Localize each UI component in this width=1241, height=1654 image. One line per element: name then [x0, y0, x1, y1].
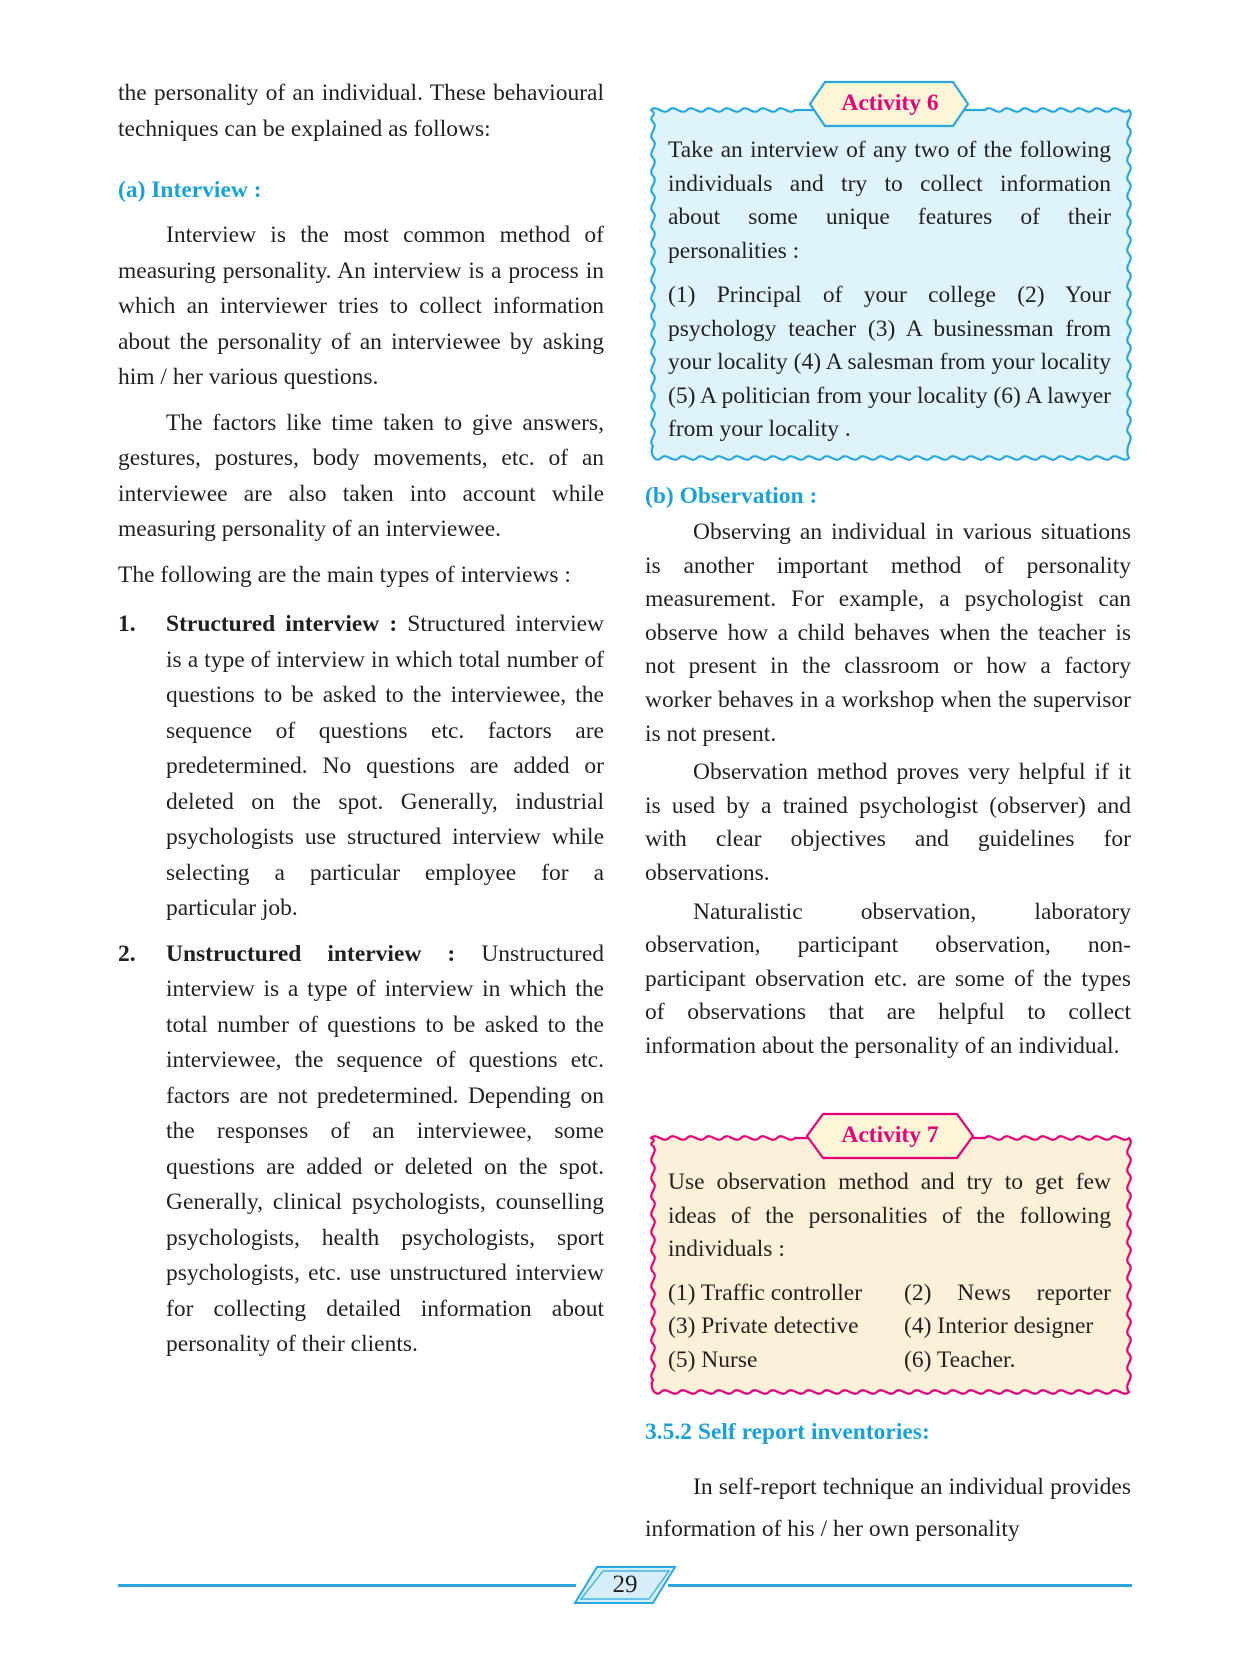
structured-interview-item: [118, 607, 604, 927]
item-term: Unstructured interview :: [166, 940, 456, 967]
interview-types-intro: The following are the main types of interviews :: [118, 561, 571, 588]
activity-6-box: [645, 82, 1135, 470]
unstructured-interview-item: [118, 937, 604, 1363]
interview-paragraph-1: Interview is the most common method of measuring personality. An interview is a process in which an interviewer tries to collect information about the personality of an interviewee by asking him / her various questions.: [118, 222, 604, 390]
activity-7-list: [668, 1277, 1111, 1378]
intro-paragraph: the personality of an individual. These behavioural techniques can be explained as follows:: [118, 80, 604, 142]
self-report-heading: 3.5.2 Self report inventories:: [645, 1419, 930, 1445]
page-number: 29: [612, 1571, 638, 1598]
activity-7-item: (5) Nurse: [668, 1346, 758, 1373]
activity-7-box: [645, 1114, 1135, 1402]
item-number: 1.: [118, 611, 136, 637]
footer-rule-left: [118, 1584, 576, 1587]
activity-7-title: Activity 7: [841, 1122, 939, 1148]
activity-7-item: (3) Private detective: [668, 1313, 859, 1339]
interview-heading: (a) Interview :: [118, 177, 262, 203]
item-term: Structured interview :: [166, 611, 398, 637]
activity-7-content: [668, 1166, 1111, 1377]
activity-7-item: (4) Interior designer: [904, 1313, 1094, 1339]
item-number: 2.: [118, 940, 136, 967]
item-text: Unstructured interview is a type of interview in which the total number of questions to be asked to the interviewee, the sequence of questions etc. factors are not predetermined. Depending on the responses of an interviewee, some questions are added or deleted on the spot. Generally, clinical psychologists, counselling psychologists, health psychologists, sport psychologists, etc. use unstructured interview for collecting detailed information about personality of their clients.: [166, 940, 604, 1357]
activity-6-title: Activity 6: [841, 90, 939, 116]
self-report-paragraph: In self-report technique an individual provides information of his / her own personality: [645, 1474, 1131, 1542]
interview-paragraph-2: The factors like time taken to give answers, gestures, postures, body movements, etc. of an interviewee are also taken into account while measuring personality of an interviewee.: [118, 409, 604, 542]
left-column: [118, 76, 604, 1363]
activity-7-item: (6) Teacher.: [904, 1346, 1016, 1373]
activity-7-instruction: Use observation method and try to get few ideas of the personalities of the following individuals :: [668, 1169, 1111, 1262]
right-column: [645, 479, 1131, 1064]
activity-6-list: (1) Principal of your college (2) Your psychology teacher (3) A businessman from your locality (4) A salesman from your locality (5) A politician from your locality (6) A lawyer from your locality .: [668, 282, 1111, 442]
activity-6-content: [668, 134, 1111, 447]
footer-rule-right: [668, 1584, 1132, 1587]
item-text: Structured interview is a type of interview in which total number of questions to be asked to the interviewee, the sequence of questions etc. factors are predetermined. No questions are added or deleted on the spot. Generally, industrial psychologists use structured interview while selecting a particular employee for a particular job.: [166, 611, 604, 921]
activity-6-instruction: Take an interview of any two of the following individuals and try to collect information about some unique features of their personalities :: [668, 137, 1111, 264]
observation-paragraph-1: Observing an individual in various situations is another important method of personality measurement. For example, a psychologist can observe how a child behaves when the teacher is not present in the classroom or how a factory worker behaves in a workshop when the supervisor is not present.: [645, 519, 1131, 747]
activity-7-item: (2) News reporter: [904, 1279, 1111, 1306]
observation-paragraph-3: Naturalistic observation, laboratory observation, participant observation, non-participant observation etc. are some of the types of observations that are helpful to collect information about the personality of an individual.: [645, 898, 1131, 1059]
observation-heading: (b) Observation :: [645, 483, 818, 509]
self-report-section: [645, 1415, 1131, 1550]
activity-7-item: (1) Traffic controller: [668, 1279, 863, 1306]
observation-paragraph-2: Observation method proves very helpful if it is used by a trained psychologist (observer) and with clear objectives and guidelines for observations.: [645, 759, 1131, 886]
